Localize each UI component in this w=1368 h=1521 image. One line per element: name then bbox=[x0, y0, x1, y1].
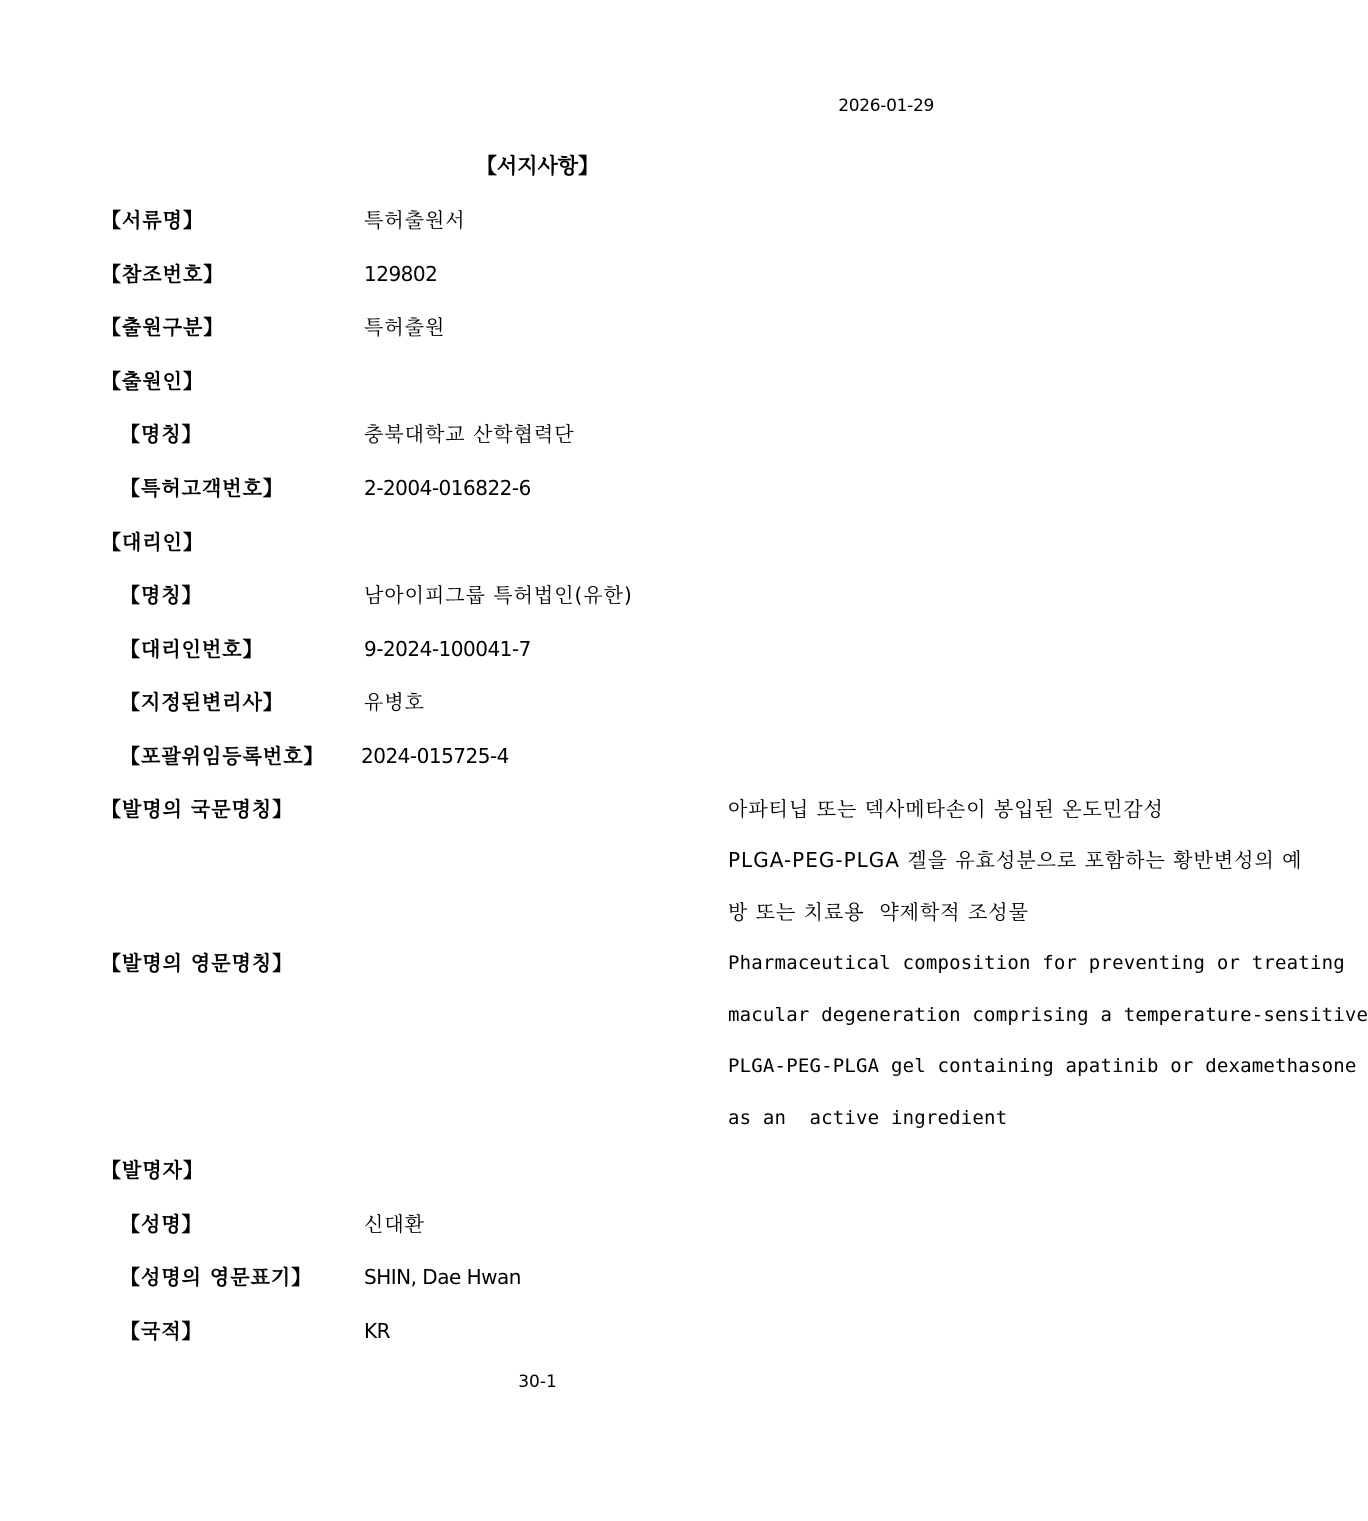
field-value: 유병호 bbox=[364, 690, 425, 715]
field-label: 【발명의 영문명칭】 bbox=[101, 951, 294, 976]
field-label: 【대리인번호】 bbox=[120, 636, 264, 661]
field-inventor-name-en bbox=[0, 1251, 1075, 1305]
field-value: 9-2024-100041-7 bbox=[364, 636, 531, 661]
field-label: 【지정된변리사】 bbox=[120, 690, 284, 715]
field-app-type bbox=[0, 301, 1075, 355]
bibliographic-fields bbox=[0, 194, 1368, 1358]
field-value: 특허출원서 bbox=[364, 208, 466, 232]
field-value: SHIN, Dae Hwan bbox=[364, 1265, 521, 1290]
field-value bbox=[728, 938, 1368, 1144]
field-value: 충북대학교 산학협력단 bbox=[364, 422, 575, 447]
field-label: 【출원구분】 bbox=[101, 315, 225, 340]
title-en-line: Pharmaceutical composition for preventing or treating bbox=[728, 952, 1345, 975]
title-en-line: as an active ingredient bbox=[728, 1106, 1008, 1129]
field-label: 【발명의 국문명칭】 bbox=[101, 796, 294, 821]
section-label: 【발명자】 bbox=[101, 1158, 204, 1183]
section-label: 【대리인】 bbox=[101, 529, 204, 554]
field-label: 【서류명】 bbox=[101, 208, 204, 232]
title-kr-line: 아파티닙 또는 덱사메타손이 봉입된 온도민감성 bbox=[728, 796, 1164, 821]
field-general-power-no bbox=[0, 730, 1075, 784]
field-inventor-name bbox=[0, 1198, 1075, 1252]
field-title-en bbox=[0, 938, 1368, 1144]
field-value: 2024-015725-4 bbox=[361, 743, 509, 768]
section-label: 【출원인】 bbox=[101, 368, 204, 393]
field-designated-attorney bbox=[0, 676, 1075, 730]
field-value bbox=[728, 784, 1348, 939]
date: 2026-01-29 bbox=[838, 96, 934, 116]
field-ref-no bbox=[0, 248, 1075, 302]
field-label: 【포괄위임등록번호】 bbox=[120, 743, 325, 768]
page-number: 30-1 bbox=[518, 1372, 557, 1392]
title-kr-line: 방 또는 치료용 약제학적 조성물 bbox=[728, 899, 1029, 924]
field-applicant-name bbox=[0, 408, 1075, 462]
title-kr-line: PLGA-PEG-PLGA 겔을 유효성분으로 포함하는 황반변성의 예 bbox=[728, 848, 1303, 873]
field-applicant-customer-no bbox=[0, 462, 1075, 516]
field-title-kr bbox=[0, 784, 1303, 939]
title-en-line: macular degeneration comprising a temperature-sensitive bbox=[728, 1003, 1368, 1026]
field-inventor-nationality bbox=[0, 1305, 1075, 1359]
field-label: 【특허고객번호】 bbox=[120, 475, 284, 500]
field-value: 신대환 bbox=[364, 1211, 425, 1236]
field-label: 【성명】 bbox=[120, 1211, 203, 1236]
field-label: 【명칭】 bbox=[120, 583, 203, 608]
field-value: 2-2004-016822-6 bbox=[364, 475, 531, 500]
field-label: 【참조번호】 bbox=[101, 261, 225, 286]
field-value: 남아이피그룹 특허법인(유한) bbox=[364, 583, 633, 608]
field-value: 129802 bbox=[364, 261, 438, 286]
field-agent-name bbox=[0, 569, 1075, 623]
field-value: 특허출원 bbox=[364, 315, 446, 340]
section-agent bbox=[0, 516, 1075, 570]
field-label: 【명칭】 bbox=[120, 422, 203, 447]
field-doc-name bbox=[0, 194, 1075, 248]
section-applicant bbox=[0, 355, 1075, 409]
title-en-line: PLGA-PEG-PLGA gel containing apatinib or dexamethasone bbox=[728, 1055, 1357, 1078]
field-agent-no bbox=[0, 623, 1075, 677]
section-inventor bbox=[0, 1144, 1075, 1198]
field-label: 【성명의 영문표기】 bbox=[120, 1265, 313, 1290]
field-label: 【국적】 bbox=[120, 1318, 203, 1343]
field-value: KR bbox=[364, 1318, 391, 1343]
document-title: 【서지사항】 bbox=[475, 154, 600, 178]
